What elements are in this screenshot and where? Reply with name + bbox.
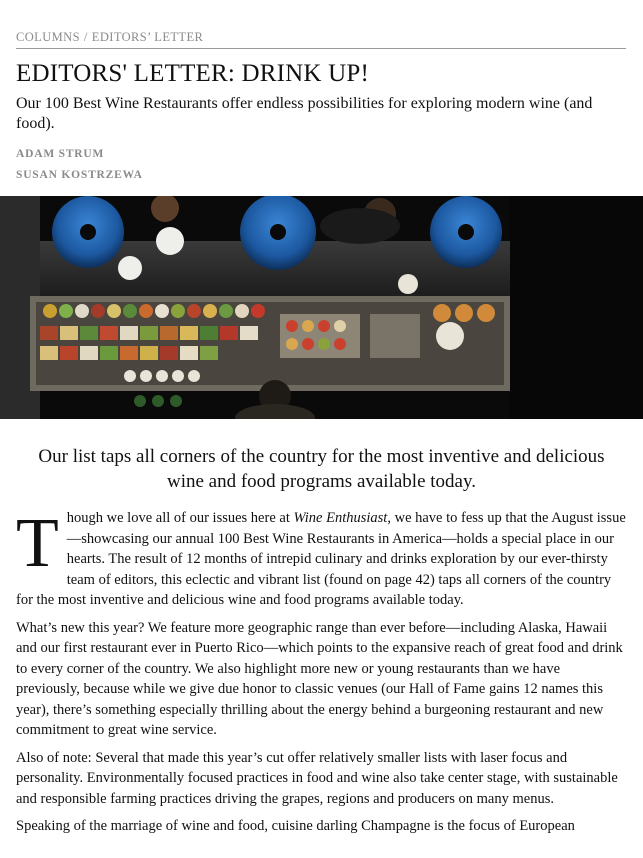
body-paragraph: Also of note: Several that made this year’s cut offer relatively smaller lists with laser focus and personality. Environmentally focused practices in food and wine also take center stage, with sustainable and responsible farming practices driving the grapes, regions and producers on many menus.: [16, 749, 618, 807]
article-dek: Our 100 Best Wine Restaurants offer endless possibilities for exploring modern wine (and food).: [16, 95, 593, 132]
body-paragraph: What’s new this year? We feature more geographic range than ever before—including Alaska, Hawaii and our first restaurant ever in Puerto Rico—which points to the expansive reach of great food and drink to every corner of the country. We also highlight more new or young restaurants than we have previously, because while we give due honor to classic venues (our Hall of Fame gains 12 names this year), there’s something especially thrilling about the energy behind a burgeoning restaurant and new commitment to great wine service.: [16, 619, 623, 738]
breadcrumb-separator: /: [83, 30, 88, 44]
publication-name: Wine Enthusiast: [293, 510, 388, 526]
author-link[interactable]: SUSAN KOSTRZEWA: [16, 169, 143, 181]
author-list: [16, 144, 143, 186]
body-paragraph: [16, 505, 627, 611]
pull-quote: Our list taps all corners of the country for the most inventive and delicious wine and food programs available today.: [38, 446, 605, 492]
breadcrumb-section-link[interactable]: COLUMNS: [16, 30, 80, 44]
breadcrumb: [16, 30, 626, 49]
hero-image: [0, 196, 643, 419]
body-text: , we have to fess up that the August issue—showcasing our annual 100 Best Wine Restaurants in America—holds a special place in our hearts. The result of 12 months of intrepid culinary and drinks exploration by our ever-thirsty team of editors, this eclectic and vibrant list (found on page 42) taps all corners of the country for the most inventive and delicious wine and food programs available today.: [16, 510, 626, 608]
body-paragraph: Speaking of the marriage of wine and food, cuisine darling Champagne is the focus of European: [16, 818, 575, 834]
author-link[interactable]: ADAM STRUM: [16, 148, 105, 160]
body-text: hough we love all of our issues here at: [66, 510, 294, 526]
drop-cap: T: [16, 505, 59, 582]
breadcrumb-subsection-link[interactable]: EDITORS’ LETTER: [91, 30, 204, 44]
overhead-kitchen-photo-icon: [0, 196, 643, 419]
article-headline: EDITORS' LETTER: DRINK UP!: [16, 60, 369, 87]
article-body: [16, 505, 627, 844]
